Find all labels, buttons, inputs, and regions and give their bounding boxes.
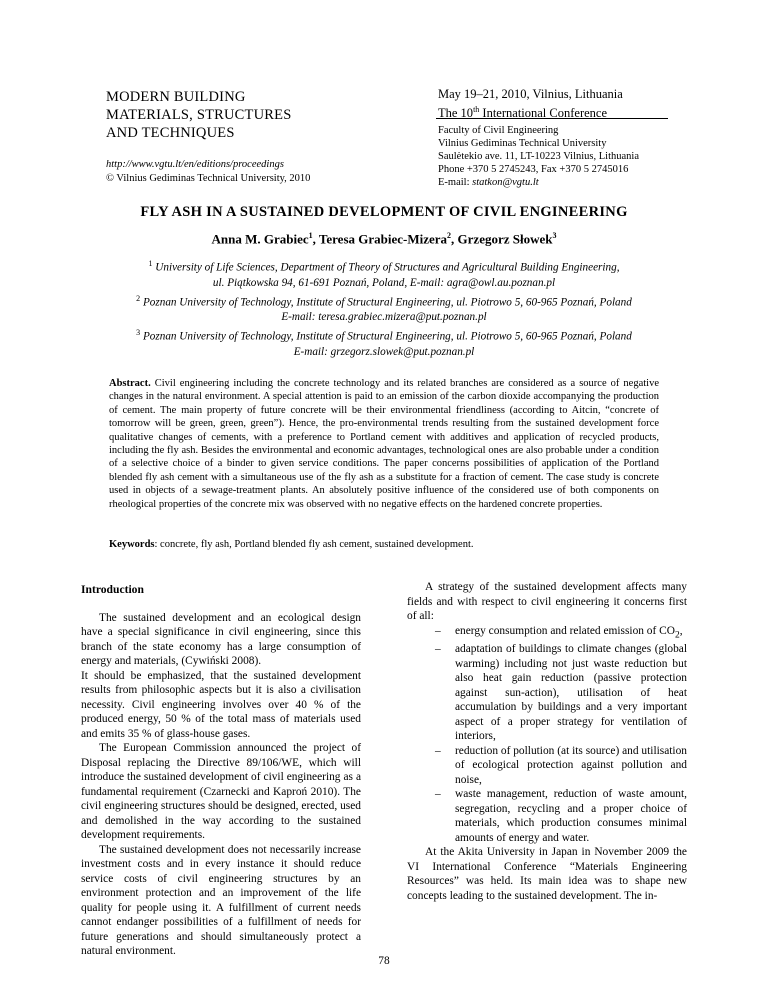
- conference-name-line: MODERN BUILDING: [106, 89, 246, 105]
- address-line: Phone +370 5 2745243, Fax +370 5 2745016: [438, 164, 629, 175]
- affiliation: [0, 291, 768, 311]
- list-item-text: energy consumption and related emission of CO: [455, 624, 675, 637]
- body-column-left: [81, 580, 361, 959]
- edition-label: International Conference: [479, 106, 608, 121]
- conference-name: [106, 88, 346, 142]
- author-name: Anna M. Grabiec: [211, 231, 309, 247]
- paragraph: It should be emphasized, that the sustained development results from philosophic aspects but it is also a civilisation necessity. Civil engineering involves over 40 % of the produced energy, 50 % of the total mass of materials used and emits 35 % of glass-house gases.: [81, 669, 361, 740]
- email-label: E-mail:: [438, 177, 473, 188]
- proceedings-info: [106, 158, 310, 186]
- author-separator: ,: [451, 231, 458, 247]
- paragraph: At the Akita University in Japan in November 2009 the VI International Conference “Materials Engineering Resources” was held. Its main idea was to shape new concepts leading to the sustained development. The in-: [407, 846, 687, 902]
- affiliation-mark: 1: [148, 259, 153, 268]
- affiliation-line: E-mail: grzegorz.slowek@put.poznan.pl: [293, 346, 475, 359]
- subscript: 2: [674, 629, 680, 640]
- abstract: [109, 377, 659, 511]
- affiliation: [0, 256, 768, 276]
- strategy-list: [407, 624, 687, 846]
- author-affiliation-mark: 3: [552, 231, 557, 240]
- affiliation-list: [0, 256, 768, 360]
- affiliation-line: Poznan University of Technology, Institute of Structural Engineering, ul. Piotrowo 5, 60-965 Poznań, Poland: [142, 331, 632, 344]
- author-affiliation-mark: 2: [447, 231, 452, 240]
- conference-name-line: MATERIALS, STRUCTURES: [106, 107, 292, 123]
- section-heading: Introduction: [81, 583, 144, 596]
- list-item: [407, 624, 687, 643]
- affiliation-line: Poznan University of Technology, Institute of Structural Engineering, ul. Piotrowo 5, 60-965 Poznań, Poland: [142, 296, 632, 309]
- list-item: [407, 744, 687, 788]
- list-item-text: reduction of pollution (at its source) and utilisation of ecological protection against pollution and noise,: [455, 744, 687, 786]
- body-column-right: [407, 580, 687, 903]
- proceedings-url[interactable]: http://www.vgtu.lt/en/editions/proceedings: [106, 159, 284, 170]
- organizer-email[interactable]: statkon@vgtu.lt: [472, 177, 539, 188]
- paragraph: The sustained development does not necessarily increase investment costs and in every instance it should reduce service costs of civil engineering structures by an environment protection and an improvement of the life quality for people using it. A fulfillment of current needs cannot endanger possibilities of a fulfillment of needs for future generations and should simultaneously protect a natural environment.: [81, 843, 361, 957]
- dash-bullet: –: [435, 624, 441, 637]
- page-number: 78: [378, 955, 390, 967]
- organizer-email-line: [438, 176, 639, 189]
- address-line: Faculty of Civil Engineering: [438, 125, 559, 136]
- author-name: Grzegorz Słowek: [457, 231, 553, 247]
- conference-date: May 19–21, 2010, Vilnius, Lithuania: [438, 87, 623, 101]
- paragraph: A strategy of the sustained development affects many fields and with respect to civil engineering it concerns first of all:: [407, 581, 687, 622]
- affiliation-mark: 2: [136, 293, 141, 303]
- address-line: Saulėtekio ave. 11, LT-10223 Vilnius, Lithuania: [438, 151, 639, 162]
- affiliation-line: University of Life Sciences, Department of Theory of Structures and Agricultural Building Engineering,: [155, 261, 620, 274]
- edition-number: The 10: [438, 106, 474, 121]
- list-item-text: adaptation of buildings to climate changes (global warming) including not just waste reduction but also heat gain reduction (passive protection against sun-action), utilisation of heat accumulation by buildings and a very important aspect of a proper strategy for ventilation of interiors,: [455, 643, 687, 743]
- list-item-text: waste management, reduction of waste amount, segregation, recycling and a proper choice of materials, which production consumes minimal amounts of energy and water.: [455, 788, 687, 844]
- author-affiliation-mark: 1: [308, 231, 313, 240]
- affiliation-mark: 3: [136, 328, 141, 338]
- edition-suffix: th: [473, 105, 480, 114]
- affiliation: [0, 325, 768, 345]
- paragraph: The European Commission announced the project of Disposal replacing the Directive 89/106/WE, which will introduce the sustained development of civil engineering as a fundamental requirement (Czarnecki and Kaproń 2010). The civil engineering structures should be designed, erected, used and demolished in the way according to the sustained development requirements.: [81, 742, 361, 841]
- list-item: [407, 642, 687, 744]
- affiliation-line: E-mail: teresa.grabiec.mizera@put.poznan.pl: [281, 311, 487, 324]
- keywords: [109, 538, 659, 551]
- keywords-text: : concrete, fly ash, Portland blended fly ash cement, sustained development.: [154, 539, 474, 550]
- list-item-text: ,: [679, 624, 683, 637]
- dash-bullet: –: [435, 744, 441, 757]
- header-divider: [436, 118, 668, 119]
- organizer-address: [438, 124, 639, 189]
- list-item: [407, 787, 687, 845]
- copyright-notice: © Vilnius Gediminas Technical University, 2010: [106, 173, 311, 184]
- abstract-label: Abstract.: [109, 378, 151, 389]
- dash-bullet: –: [435, 788, 441, 801]
- paragraph: The sustained development and an ecological design have a special significance in civil engineering, since this branch of the state economy has a large consumption of energy and materials, (Cywiński 2008).: [81, 611, 361, 667]
- conference-date-block: [438, 86, 623, 121]
- affiliation-line: ul. Piątkowska 94, 61-691 Poznań, Poland, E-mail: agra@owl.au.poznan.pl: [212, 276, 556, 289]
- author-separator: ,: [312, 231, 319, 247]
- paper-title: FLY ASH IN A SUSTAINED DEVELOPMENT OF CIVIL ENGINEERING: [140, 204, 628, 220]
- author-name: Teresa Grabiec-Mizera: [318, 231, 448, 247]
- author-list: [0, 231, 768, 247]
- dash-bullet: –: [435, 643, 441, 656]
- address-line: Vilnius Gediminas Technical University: [438, 138, 607, 149]
- abstract-text: Civil engineering including the concrete technology and its related branches are considered as a source of negative changes in the natural environment. A special attention is paid to an emission of the carbon dioxide accompanying the production of cement. The main property of future concrete will be their environmental friendliness (according to Aitcin, “concrete of tomorrow will be green, green, green”). Hence, the pro-environmental trends resulting from the sustained development force qualitative changes of cements, with a preference to Portland cement with additives and application of recycled products, including the fly ash. Besides the environmental and economic advantages, technological ones are also probable under a condition of a selective choice of a binder to given service conditions. The paper concerns possibilities of application of the Portland blended fly ash cement with a simultaneous use of the fly ash as a substitute for a fraction of cement. The case study is concrete used in objects of a sewage-treatment plants. An absolutely positive influence of the considered use of both components on rheological properties of the concrete mix was observed with no negative effects on the hardened concrete properties.: [109, 378, 659, 510]
- keywords-label: Keywords: [109, 539, 155, 550]
- conference-name-line: AND TECHNIQUES: [106, 125, 235, 141]
